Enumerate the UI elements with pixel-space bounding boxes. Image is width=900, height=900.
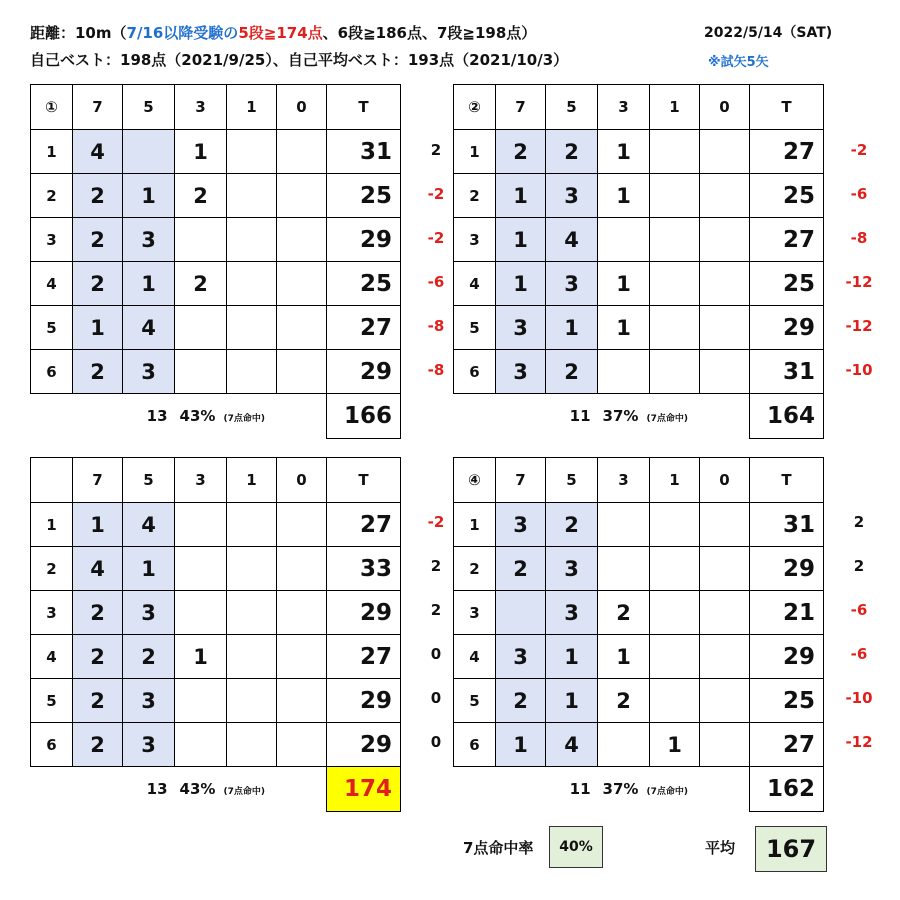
column-header: 1 — [650, 458, 700, 503]
count-cell-0 — [700, 262, 750, 306]
count-cell-7: 2 — [496, 130, 546, 174]
count-cell-3 — [175, 591, 227, 635]
column-header: 3 — [175, 458, 227, 503]
count-cell-3 — [175, 547, 227, 591]
running-difference: 0 — [430, 733, 442, 751]
count-cell-1 — [227, 306, 277, 350]
row-total: 27 — [327, 306, 401, 350]
hit-percent-note: (7点命中) — [646, 414, 688, 425]
hit-count: 13 — [146, 780, 168, 799]
column-header: 3 — [598, 85, 650, 130]
row-number: 1 — [454, 130, 496, 174]
running-difference: 2 — [853, 513, 865, 531]
column-header: T — [750, 458, 824, 503]
row-number: 2 — [31, 547, 73, 591]
count-cell-1 — [650, 262, 700, 306]
count-cell-1 — [650, 591, 700, 635]
row-total: 25 — [750, 679, 824, 723]
running-difference: -2 — [427, 229, 445, 247]
score-table — [453, 84, 824, 439]
count-cell-0 — [700, 723, 750, 767]
hit-percent: 43% — [179, 780, 216, 799]
count-cell-1 — [227, 130, 277, 174]
table-row — [31, 350, 401, 394]
count-cell-5: 1 — [546, 306, 598, 350]
round-label — [31, 458, 73, 503]
count-cell-0 — [700, 547, 750, 591]
row-number: 6 — [31, 723, 73, 767]
hit-percent-note: (7点命中) — [223, 787, 265, 798]
hit-percent: 43% — [179, 407, 216, 426]
hit-percent: 37% — [602, 407, 639, 426]
running-difference: 2 — [430, 601, 442, 619]
count-cell-1 — [650, 350, 700, 394]
count-cell-7: 2 — [73, 635, 123, 679]
hit-summary — [31, 767, 327, 812]
count-cell-0 — [700, 591, 750, 635]
column-header: 7 — [73, 458, 123, 503]
count-cell-3: 2 — [175, 174, 227, 218]
running-difference: -2 — [427, 513, 445, 531]
count-cell-5: 1 — [546, 635, 598, 679]
count-cell-3: 1 — [175, 635, 227, 679]
count-cell-1 — [650, 218, 700, 262]
count-cell-7: 1 — [496, 218, 546, 262]
row-total: 27 — [750, 218, 824, 262]
running-difference: -10 — [845, 361, 873, 379]
row-number: 5 — [31, 679, 73, 723]
row-number: 4 — [31, 635, 73, 679]
count-cell-3: 1 — [598, 306, 650, 350]
row-number: 5 — [454, 679, 496, 723]
count-cell-3: 1 — [598, 174, 650, 218]
round-total: 162 — [750, 767, 824, 812]
table-row — [454, 350, 824, 394]
row-number: 3 — [454, 218, 496, 262]
row-number: 1 — [31, 130, 73, 174]
table-row — [31, 679, 401, 723]
table-row — [454, 679, 824, 723]
table-row — [31, 635, 401, 679]
count-cell-7: 3 — [496, 635, 546, 679]
score-table — [30, 84, 401, 439]
count-cell-3: 1 — [598, 635, 650, 679]
count-cell-5: 1 — [546, 679, 598, 723]
running-difference: 0 — [430, 645, 442, 663]
count-cell-5: 2 — [123, 635, 175, 679]
column-header: 1 — [227, 85, 277, 130]
row-total: 29 — [750, 306, 824, 350]
count-cell-5: 3 — [546, 174, 598, 218]
score-block-1 — [30, 84, 401, 439]
count-cell-3 — [598, 547, 650, 591]
count-cell-5: 2 — [546, 503, 598, 547]
count-cell-0 — [277, 547, 327, 591]
row-total: 25 — [750, 262, 824, 306]
running-difference: -12 — [845, 317, 873, 335]
count-cell-7: 2 — [73, 262, 123, 306]
round-total: 174 — [327, 767, 401, 812]
table-row — [454, 262, 824, 306]
count-cell-5: 3 — [546, 547, 598, 591]
running-difference: 2 — [430, 141, 442, 159]
count-cell-0 — [700, 503, 750, 547]
row-total: 29 — [327, 591, 401, 635]
count-cell-3 — [598, 218, 650, 262]
count-cell-5: 3 — [546, 262, 598, 306]
hit-count: 13 — [146, 407, 168, 426]
count-cell-0 — [277, 218, 327, 262]
table-row — [454, 174, 824, 218]
column-header: 5 — [546, 458, 598, 503]
hit-count: 11 — [569, 407, 591, 426]
table-row — [454, 591, 824, 635]
count-cell-5: 2 — [546, 130, 598, 174]
count-cell-7: 2 — [73, 591, 123, 635]
count-cell-3 — [175, 306, 227, 350]
hit-summary — [454, 767, 750, 812]
table-row — [454, 635, 824, 679]
row-total: 29 — [327, 350, 401, 394]
running-difference: -8 — [427, 361, 445, 379]
row-number: 4 — [31, 262, 73, 306]
row-number: 4 — [454, 635, 496, 679]
count-cell-5: 1 — [123, 547, 175, 591]
row-number: 1 — [31, 503, 73, 547]
running-difference: -8 — [427, 317, 445, 335]
column-header: T — [750, 85, 824, 130]
count-cell-3: 1 — [175, 130, 227, 174]
hit-rate-value: 40% — [549, 826, 603, 868]
row-total: 25 — [327, 262, 401, 306]
running-difference: 0 — [430, 689, 442, 707]
count-cell-0 — [277, 503, 327, 547]
count-cell-1 — [227, 218, 277, 262]
row-total: 29 — [327, 679, 401, 723]
count-cell-3 — [598, 723, 650, 767]
count-cell-1 — [650, 503, 700, 547]
column-header: 1 — [227, 458, 277, 503]
count-cell-3 — [598, 350, 650, 394]
hit-percent: 37% — [602, 780, 639, 799]
count-cell-7: 1 — [496, 262, 546, 306]
count-cell-1 — [227, 262, 277, 306]
hit-percent-note: (7点命中) — [223, 414, 265, 425]
count-cell-7: 2 — [73, 350, 123, 394]
count-cell-7: 3 — [496, 306, 546, 350]
column-header: 5 — [123, 458, 175, 503]
count-cell-0 — [277, 306, 327, 350]
diff-column-4 — [833, 500, 885, 764]
count-cell-3: 2 — [598, 591, 650, 635]
running-difference: -6 — [850, 601, 868, 619]
running-difference: -6 — [850, 645, 868, 663]
count-cell-5: 3 — [123, 218, 175, 262]
running-difference: -2 — [427, 185, 445, 203]
running-difference: 2 — [430, 557, 442, 575]
count-cell-7: 2 — [73, 218, 123, 262]
row-number: 5 — [454, 306, 496, 350]
column-header: 0 — [277, 458, 327, 503]
running-difference: -12 — [845, 273, 873, 291]
count-cell-5: 4 — [123, 503, 175, 547]
count-cell-1 — [227, 723, 277, 767]
count-cell-0 — [700, 174, 750, 218]
count-cell-0 — [277, 723, 327, 767]
row-number: 5 — [31, 306, 73, 350]
count-cell-7: 2 — [496, 679, 546, 723]
row-total: 25 — [750, 174, 824, 218]
row-total: 21 — [750, 591, 824, 635]
column-header: 0 — [277, 85, 327, 130]
row-total: 31 — [750, 350, 824, 394]
count-cell-5: 4 — [546, 218, 598, 262]
fifth-dan-threshold: 5段≧174点 — [238, 24, 323, 42]
table-row — [31, 591, 401, 635]
count-cell-1: 1 — [650, 723, 700, 767]
running-difference: -6 — [427, 273, 445, 291]
score-block-3 — [30, 457, 401, 812]
count-cell-0 — [700, 306, 750, 350]
count-cell-7: 4 — [73, 547, 123, 591]
score-table — [30, 457, 401, 812]
session-date: 2022/5/14（SAT) — [704, 25, 833, 41]
count-cell-3 — [598, 503, 650, 547]
count-cell-5: 3 — [123, 723, 175, 767]
count-cell-7: 2 — [73, 679, 123, 723]
count-cell-7: 1 — [73, 503, 123, 547]
hit-count: 11 — [569, 780, 591, 799]
row-number: 6 — [31, 350, 73, 394]
row-total: 29 — [750, 635, 824, 679]
count-cell-1 — [227, 547, 277, 591]
column-header: T — [327, 458, 401, 503]
row-number: 3 — [454, 591, 496, 635]
count-cell-1 — [650, 635, 700, 679]
row-number: 2 — [454, 547, 496, 591]
count-cell-1 — [227, 679, 277, 723]
round-total: 164 — [750, 394, 824, 439]
column-header: 5 — [123, 85, 175, 130]
count-cell-5: 2 — [546, 350, 598, 394]
running-difference: -6 — [850, 185, 868, 203]
table-row — [31, 723, 401, 767]
count-cell-5: 3 — [546, 591, 598, 635]
running-difference: -8 — [850, 229, 868, 247]
row-total: 27 — [750, 723, 824, 767]
count-cell-1 — [650, 174, 700, 218]
count-cell-7 — [496, 591, 546, 635]
row-number: 2 — [454, 174, 496, 218]
distance-label: 距離：10m（ — [30, 24, 127, 42]
column-header: 7 — [496, 85, 546, 130]
row-total: 31 — [750, 503, 824, 547]
score-table — [453, 457, 824, 812]
count-cell-3 — [175, 723, 227, 767]
column-header: 5 — [546, 85, 598, 130]
table-row — [31, 130, 401, 174]
round-total: 166 — [327, 394, 401, 439]
count-cell-1 — [227, 174, 277, 218]
count-cell-7: 2 — [73, 174, 123, 218]
hit-summary — [31, 394, 327, 439]
row-number: 6 — [454, 723, 496, 767]
average-label: 平均 — [705, 839, 736, 857]
diff-column-2 — [833, 128, 885, 392]
running-difference: -10 — [845, 689, 873, 707]
row-total: 29 — [327, 218, 401, 262]
count-cell-0 — [277, 174, 327, 218]
count-cell-1 — [227, 350, 277, 394]
round-label: ② — [454, 85, 496, 130]
personal-best: 自己ベスト：198点（2021/9/25）、自己平均ベスト：193点（2021/10/3） — [30, 51, 569, 69]
count-cell-3: 1 — [598, 130, 650, 174]
column-header: 0 — [700, 85, 750, 130]
dan-thresholds: 、6段≧186点、7段≧198点） — [322, 24, 537, 42]
warmup-note: ※試矢5矢 — [708, 55, 769, 70]
table-row — [31, 174, 401, 218]
table-row — [31, 262, 401, 306]
count-cell-1 — [227, 591, 277, 635]
table-row — [31, 547, 401, 591]
count-cell-0 — [277, 130, 327, 174]
exam-date-note: 7/16以降受験の — [126, 24, 239, 42]
table-row — [31, 503, 401, 547]
count-cell-3 — [175, 679, 227, 723]
column-header: 0 — [700, 458, 750, 503]
score-block-4 — [453, 457, 824, 812]
count-cell-3 — [175, 503, 227, 547]
column-header: 3 — [175, 85, 227, 130]
table-row — [454, 306, 824, 350]
count-cell-7: 1 — [496, 174, 546, 218]
count-cell-0 — [277, 262, 327, 306]
row-total: 29 — [750, 547, 824, 591]
count-cell-7: 1 — [496, 723, 546, 767]
row-total: 27 — [327, 635, 401, 679]
row-total: 27 — [327, 503, 401, 547]
distance-conditions — [30, 22, 536, 43]
count-cell-0 — [277, 635, 327, 679]
column-header: T — [327, 85, 401, 130]
count-cell-0 — [700, 130, 750, 174]
count-cell-0 — [700, 218, 750, 262]
row-total: 31 — [327, 130, 401, 174]
count-cell-0 — [700, 679, 750, 723]
count-cell-0 — [700, 350, 750, 394]
count-cell-3 — [175, 218, 227, 262]
count-cell-7: 3 — [496, 503, 546, 547]
running-difference: -2 — [850, 141, 868, 159]
count-cell-0 — [277, 350, 327, 394]
count-cell-7: 3 — [496, 350, 546, 394]
count-cell-1 — [650, 679, 700, 723]
table-row — [31, 306, 401, 350]
row-total: 25 — [327, 174, 401, 218]
count-cell-5: 1 — [123, 262, 175, 306]
count-cell-5: 1 — [123, 174, 175, 218]
count-cell-7: 2 — [496, 547, 546, 591]
score-block-2 — [453, 84, 824, 439]
count-cell-7: 2 — [73, 723, 123, 767]
round-label: ① — [31, 85, 73, 130]
table-row — [454, 130, 824, 174]
column-header: 7 — [73, 85, 123, 130]
count-cell-5: 4 — [123, 306, 175, 350]
row-number: 3 — [31, 218, 73, 262]
running-difference: -12 — [845, 733, 873, 751]
table-row — [454, 503, 824, 547]
count-cell-3: 2 — [175, 262, 227, 306]
count-cell-5: 4 — [546, 723, 598, 767]
count-cell-0 — [277, 679, 327, 723]
count-cell-3: 1 — [598, 262, 650, 306]
row-number: 4 — [454, 262, 496, 306]
count-cell-5: 3 — [123, 679, 175, 723]
count-cell-5: 3 — [123, 350, 175, 394]
count-cell-7: 1 — [73, 306, 123, 350]
column-header: 7 — [496, 458, 546, 503]
count-cell-3 — [175, 350, 227, 394]
table-row — [31, 218, 401, 262]
count-cell-5: 3 — [123, 591, 175, 635]
running-difference: 2 — [853, 557, 865, 575]
count-cell-1 — [650, 306, 700, 350]
table-row — [454, 723, 824, 767]
row-total: 27 — [750, 130, 824, 174]
hit-summary — [454, 394, 750, 439]
row-number: 1 — [454, 503, 496, 547]
row-number: 2 — [31, 174, 73, 218]
average-value: 167 — [755, 826, 827, 872]
count-cell-1 — [227, 503, 277, 547]
row-number: 3 — [31, 591, 73, 635]
hit-percent-note: (7点命中) — [646, 787, 688, 798]
count-cell-0 — [700, 635, 750, 679]
count-cell-0 — [277, 591, 327, 635]
count-cell-7: 4 — [73, 130, 123, 174]
column-header: 1 — [650, 85, 700, 130]
row-number: 6 — [454, 350, 496, 394]
row-total: 33 — [327, 547, 401, 591]
table-row — [454, 218, 824, 262]
count-cell-5 — [123, 130, 175, 174]
table-row — [454, 547, 824, 591]
count-cell-1 — [227, 635, 277, 679]
count-cell-3: 2 — [598, 679, 650, 723]
count-cell-1 — [650, 547, 700, 591]
row-total: 29 — [327, 723, 401, 767]
round-label: ④ — [454, 458, 496, 503]
count-cell-1 — [650, 130, 700, 174]
hit-rate-label: 7点命中率 — [463, 839, 534, 857]
column-header: 3 — [598, 458, 650, 503]
